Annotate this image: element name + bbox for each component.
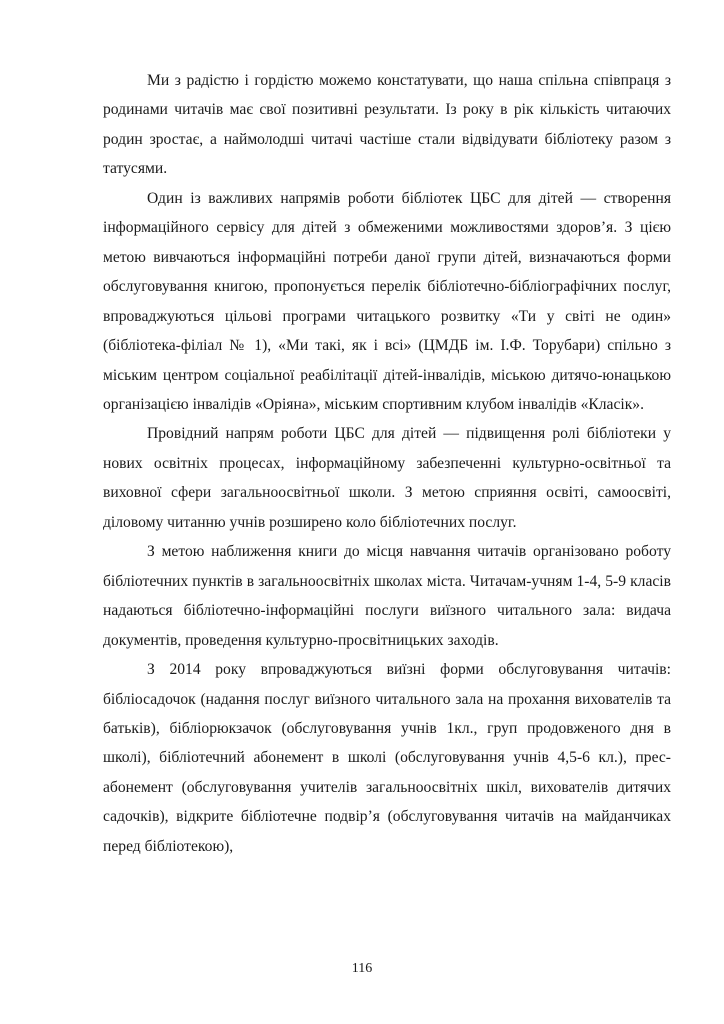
paragraph-school-education-role: Провідний напрям роботи ЦБС для дітей — підвищення ролі бібліотеки у нових освітніх процесах, інформаційному забезпеченні культурно-освітньої та виховної сфери загальноосвітньої школи. З метою сприяння освіті, самоосвіті, діловому читанню учнів розширено коло бібліотечних послуг. (103, 425, 671, 531)
paragraph-school-library-points: З метою наближення книги до місця навчання читачів організовано роботу бібліотечних пунктів в загальноосвітніх школах міста. Читачам-учням 1-4, 5-9 класів надаються бібліотечно-інформаційні послуги виїзного читального зала: видача документів, проведення культурно-просвітницьких заходів. (103, 543, 671, 649)
body-text (103, 66, 671, 861)
paragraph-special-needs-service: Один із важливих напрямів роботи бібліотек ЦБС для дітей — створення інформаційного сервісу для дітей з обмеженими можливостями здоров’я. З цією метою вивчаються інформаційні потреби даної групи дітей, визначаються форми обслуговування книгою, пропонується перелік бібліотечно-бібліографічних послуг, впроваджуються цільові програми читацького розвитку «Ти у світі не один» (бібліотека-філіал № 1), «Ми такі, як і всі» (ЦМДБ ім. І.Ф. Торубари) спільно з міським центром соціальної реабілітації дітей-інвалідів, міською дитячо-юнацькою організацією інвалідів «Оріяна», міським спортивним клубом інвалідів «Класік». (103, 189, 671, 413)
paragraph-outreach-services: З 2014 року впроваджуються виїзні форми обслуговування читачів: бібліосадочок (надання послуг виїзного читального зала на прохання вихователів та батьків), бібліорюкзачок (обслуговування учнів 1кл., груп продовженого дня в школі), бібліотечний абонемент в школі (обслуговування учнів 4,5-6 кл.), прес-абонемент (обслуговування учителів загальноосвітніх шкіл, вихователів дитячих садочків), відкрите бібліотечне подвір’я (обслуговування читачів на майданчиках перед бібліотекою), (103, 661, 671, 855)
paragraph-family-reading: Ми з радістю і гордістю можемо констатувати, що наша спільна співпраця з родинами читачів має свої позитивні результати. Із року в рік кількість читаючих родин зростає, а наймолодші читачі частіше стали відвідувати бібліотеку разом з татусями. (103, 72, 671, 178)
page-number: 116 (351, 961, 373, 976)
